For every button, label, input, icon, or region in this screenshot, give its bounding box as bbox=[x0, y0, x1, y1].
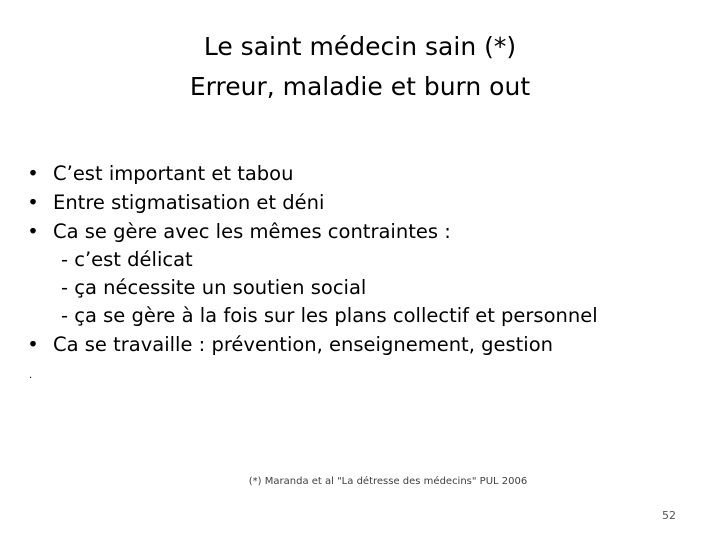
footnote: (*) Maranda et al "La détresse des médecins" PUL 2006 bbox=[248, 476, 528, 487]
bullet-dot-icon: • bbox=[27, 191, 39, 214]
bullet-item bbox=[25, 188, 705, 217]
title-line-1: Le saint médecin sain (*) bbox=[203, 32, 517, 61]
bullet-list bbox=[25, 159, 705, 359]
stray-mark: . bbox=[29, 370, 33, 381]
sub-item: - ça nécessite un soutien social bbox=[61, 276, 367, 299]
bullet-text: Entre stigmatisation et déni bbox=[53, 191, 325, 214]
bullet-dot-icon: • bbox=[27, 220, 39, 243]
bullet-text: C’est important et tabou bbox=[53, 162, 294, 185]
slide-title bbox=[0, 27, 720, 107]
sub-item: - c’est délicat bbox=[61, 248, 193, 271]
bullet-text: Ca se travaille : prévention, enseignement, gestion bbox=[53, 333, 553, 356]
title-line-2: Erreur, maladie et burn out bbox=[189, 72, 531, 101]
bullet-item bbox=[25, 330, 705, 359]
bullet-item bbox=[25, 159, 705, 188]
bullet-dot-icon: • bbox=[27, 162, 39, 185]
bullet-text: Ca se gère avec les mêmes contraintes : bbox=[53, 220, 451, 243]
page-number: 52 bbox=[662, 509, 676, 522]
sub-item: - ça se gère à la fois sur les plans collectif et personnel bbox=[61, 304, 598, 327]
bullet-dot-icon: • bbox=[27, 333, 39, 356]
bullet-item bbox=[25, 217, 705, 330]
